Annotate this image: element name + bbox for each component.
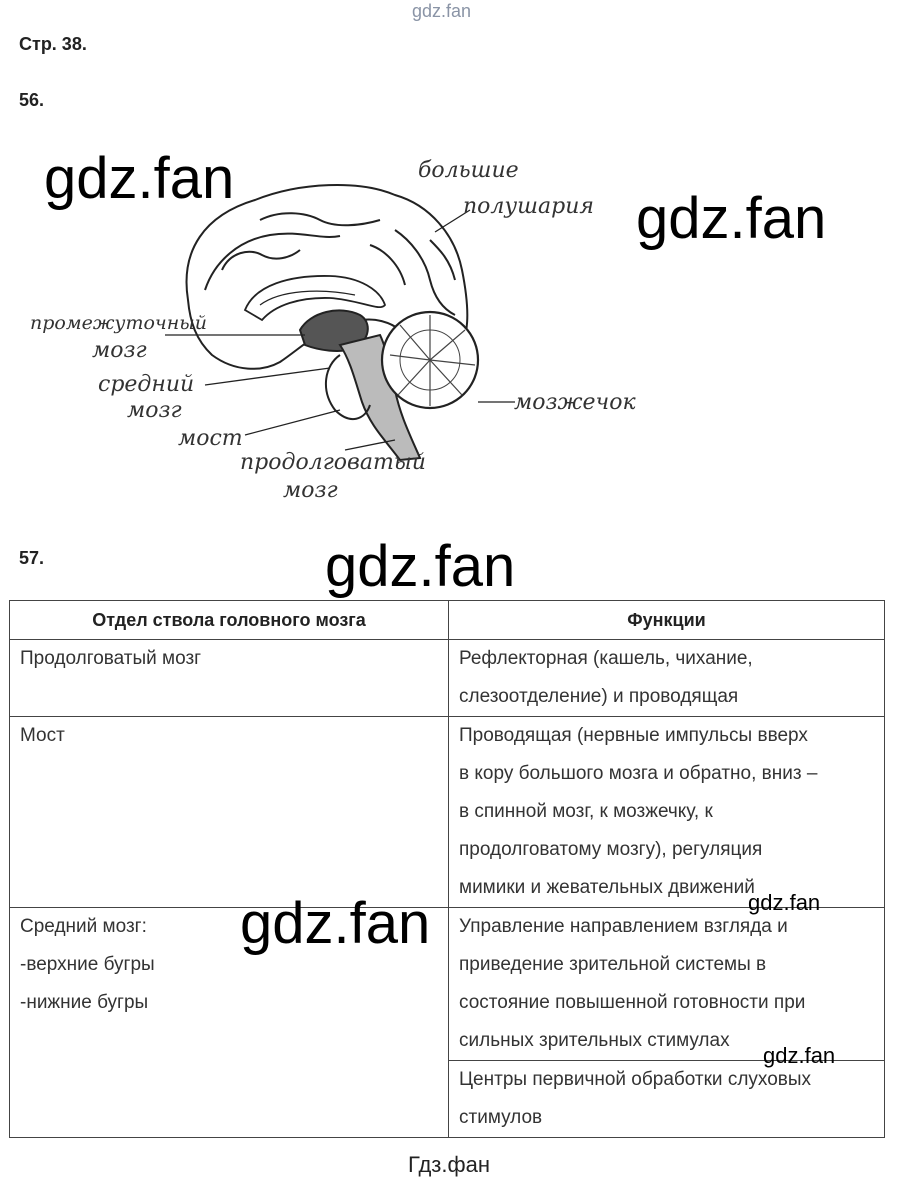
function-line: Центры первичной обработки слуховых bbox=[459, 1069, 812, 1090]
table-row bbox=[10, 640, 885, 717]
functions-cell bbox=[449, 908, 885, 1061]
label-diencephalon-1: промежуточный bbox=[30, 312, 207, 334]
function-line: в спинной мозг, к мозжечку, к bbox=[459, 801, 713, 822]
gyrus-5 bbox=[370, 245, 405, 285]
watermark-small-1: gdz.fan bbox=[748, 890, 821, 915]
table-header-row bbox=[10, 601, 885, 640]
function-line: стимулов bbox=[459, 1107, 543, 1128]
function-line: продолговатому мозгу), регуляция bbox=[459, 839, 763, 860]
function-line: Управление направлением взгляда и bbox=[459, 916, 788, 937]
functions-cell bbox=[449, 717, 885, 908]
watermark-big-4: gdz.fan bbox=[240, 891, 431, 956]
watermark-big-3: gdz.fan bbox=[325, 534, 516, 599]
task-57-number: 57. bbox=[19, 548, 45, 568]
section-line: -нижние бугры bbox=[20, 992, 149, 1013]
function-line: Проводящая (нервные импульсы вверх bbox=[459, 725, 808, 746]
function-line: мимики и жевательных движений bbox=[459, 877, 755, 898]
gyrus-3 bbox=[260, 213, 380, 225]
label-midbrain-2: мозг bbox=[127, 398, 182, 423]
pointer-pons bbox=[245, 410, 340, 435]
watermark-small-2: gdz.fan bbox=[763, 1043, 836, 1068]
function-line: Рефлекторная (кашель, чихание, bbox=[459, 648, 753, 669]
page-reference: Стр. 38. bbox=[19, 34, 87, 54]
label-medulla-2: мозг bbox=[283, 478, 338, 503]
section-cell bbox=[10, 717, 449, 908]
section-cell bbox=[10, 640, 449, 717]
label-medulla-1: продолговатый bbox=[240, 450, 426, 475]
gyrus-2 bbox=[222, 250, 300, 270]
function-line: в кору большого мозга и обратно, вниз – bbox=[459, 763, 818, 784]
label-hemispheres-2: полушария bbox=[463, 194, 594, 219]
header-functions: Функции bbox=[449, 601, 885, 640]
gyrus-6 bbox=[430, 240, 455, 280]
functions-cell bbox=[449, 1061, 885, 1138]
table-row bbox=[10, 717, 885, 908]
section-line: -верхние бугры bbox=[20, 954, 155, 975]
section-line: Продолговатый мозг bbox=[20, 648, 202, 669]
corpus-callosum bbox=[245, 276, 385, 320]
header-section: Отдел ствола головного мозга bbox=[10, 601, 449, 640]
section-line: Средний мозг: bbox=[20, 916, 147, 937]
label-diencephalon-2: мозг bbox=[92, 338, 147, 363]
label-pons: мост bbox=[178, 426, 243, 451]
corpus-inner bbox=[260, 291, 355, 305]
label-hemispheres-1: большие bbox=[418, 158, 519, 183]
pointer-midbrain bbox=[205, 368, 330, 385]
footer-site-name: Гдз.фан bbox=[408, 1152, 490, 1177]
table-row bbox=[10, 908, 885, 1061]
label-cerebellum: мозжечок bbox=[514, 390, 636, 415]
function-line: слезоотделение) и проводящая bbox=[459, 686, 739, 707]
function-line: сильных зрительных стимулах bbox=[459, 1030, 730, 1051]
task-56-number: 56. bbox=[19, 90, 45, 110]
watermark-big-2: gdz.fan bbox=[636, 186, 827, 251]
functions-cell bbox=[449, 640, 885, 717]
brain-functions-table bbox=[9, 600, 885, 1138]
watermark-big-1: gdz.fan bbox=[44, 146, 235, 211]
function-line: состояние повышенной готовности при bbox=[459, 992, 806, 1013]
gyrus-4 bbox=[395, 230, 455, 315]
function-line: приведение зрительной системы в bbox=[459, 954, 767, 975]
watermark-top: gdz.fan bbox=[412, 1, 472, 21]
section-line: Мост bbox=[20, 725, 65, 746]
label-midbrain-1: средний bbox=[98, 372, 195, 397]
gyrus-1 bbox=[205, 234, 340, 290]
